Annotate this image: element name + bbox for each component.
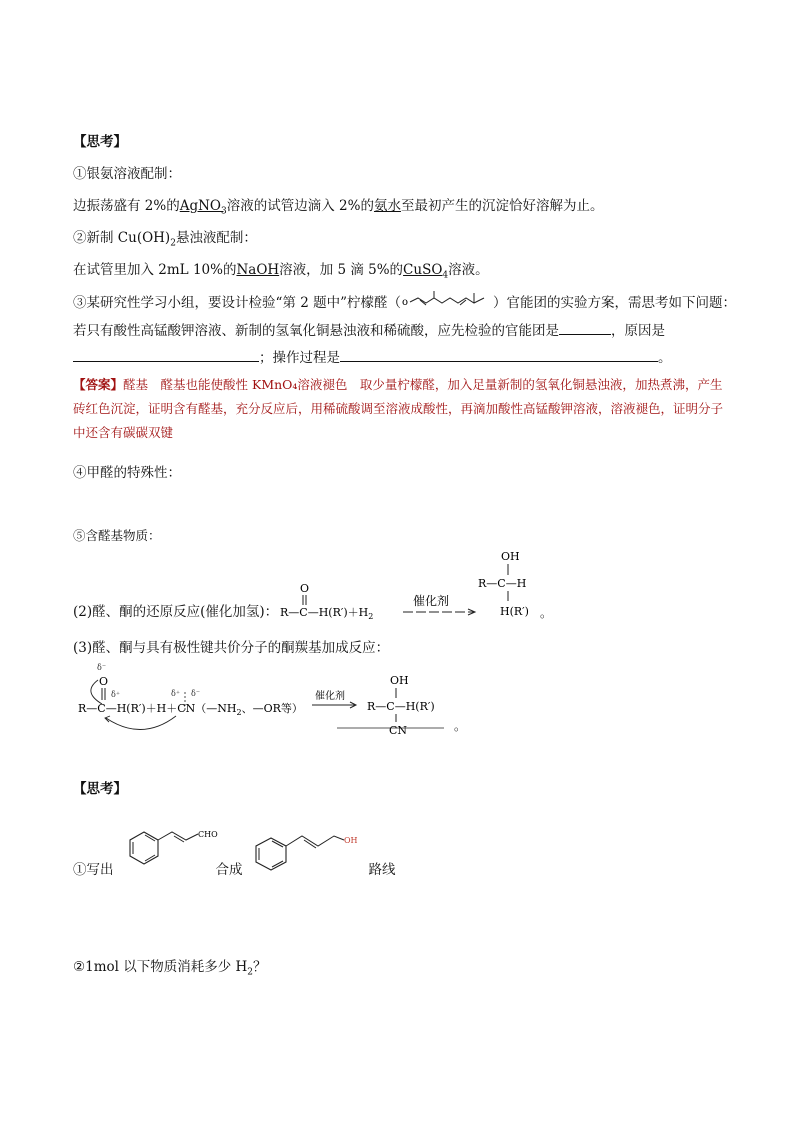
answer-block: 【答案】醛基 醛基也能使酸性 KMnO₄溶液褪色 取少量柠檬醛，加入足量新制的氢氧化铜悬浊液，加热煮沸，产生砖红色沉淀，证明含有醛基，充分反应后，用稀硫酸调至溶液成酸性，再滴加酸性高锰酸钾溶液，溶液褪色，证明分子中还含有碳碳双键 [73, 377, 724, 440]
citral-question-line2: 若只有酸性高锰酸钾溶液、新制的氢氧化铜悬浊液和稀硫酸，应先检验的官能团是 ，原因是 [73, 320, 665, 340]
svg-text:δ⁻: δ⁻ [191, 689, 201, 698]
answer-blank-group[interactable] [559, 320, 611, 335]
r1-product-mid: R—C—H [478, 577, 527, 590]
svg-text:o: o [401, 296, 409, 308]
r2-oxygen: O [99, 675, 109, 688]
synthesis-route-question: ①写出 合成 路线 [73, 862, 396, 878]
r1-oxygen: O [300, 582, 310, 595]
r1-reactant: $R—C—H(R')+H_2$ [280, 606, 374, 621]
svg-text:CHO: CHO [198, 830, 218, 839]
formaldehyde-title: ④甲醛的特殊性： [73, 465, 181, 481]
think-heading-2: 【思考】 [73, 781, 127, 797]
silver-ammonia-title: ①银氨溶液配制： [73, 166, 181, 182]
r1-product-bottom: H(R′) [500, 605, 529, 618]
r1-hydroxyl: OH [501, 550, 520, 563]
silver-ammonia-text: 边振荡盛有 2%的AgNO$_3$溶液的试管边滴入 2%的氨水至最初产生的沉淀恰好溶解为止。 [73, 198, 604, 217]
r2-hydroxyl: OH [390, 674, 409, 687]
addition-title: (3)醛、酮与具有极性键共价分子的酮羰基加成反应： [73, 640, 390, 656]
r1-catalyst: 催化剂 [413, 594, 450, 608]
h2-consumption-question: ②1mol 以下物质消耗多少 $H_2$？ [73, 959, 267, 978]
reduction-equation [278, 545, 568, 625]
citral-question-line1: ③某研究性学习小组，要设计检验“第 2 题中”柠檬醛（ o ）官能团的实验方案，需思考如下问题： [73, 294, 736, 312]
r2-product-mid: R—C—H(R′) [367, 700, 435, 713]
svg-text:。: 。 [540, 606, 553, 620]
svg-text:OH: OH [344, 836, 358, 845]
svg-text:δ⁺: δ⁺ [171, 689, 181, 698]
aldehyde-substances-title: ⑤含醛基物质： [73, 528, 161, 543]
cinnamaldehyde-structure-icon [130, 830, 218, 864]
r2-catalyst: 催化剂 [315, 691, 345, 702]
r2-reactant: $R—C—H(R')+H+CN(—NH_2$、—OR等） [78, 702, 303, 717]
citral-structure [401, 297, 493, 311]
reduction-title: (2)醛、酮的还原反应(催化加氢)： [73, 604, 279, 620]
answer-blank-procedure[interactable] [340, 347, 658, 362]
addition-equation [72, 662, 472, 742]
svg-text:。: 。 [454, 719, 467, 733]
cuoh2-text: 在试管里加入 2mL 10%的NaOH溶液，加 5 滴 5%的CuSO$_4$溶液。 [73, 262, 489, 281]
citral-skeleton-icon [401, 289, 493, 313]
citral-question-line3: ；操作过程是 。 [73, 347, 672, 367]
svg-text:δ⁺: δ⁺ [111, 690, 121, 699]
cuoh2-title: ②新制 $Cu(OH)_2$悬浊液配制： [73, 230, 257, 249]
think-heading-1: 【思考】 [73, 134, 127, 150]
r2-product-bottom: CN [389, 724, 408, 737]
answer-blank-reason[interactable] [73, 347, 259, 362]
svg-text:δ⁻: δ⁻ [97, 663, 107, 672]
